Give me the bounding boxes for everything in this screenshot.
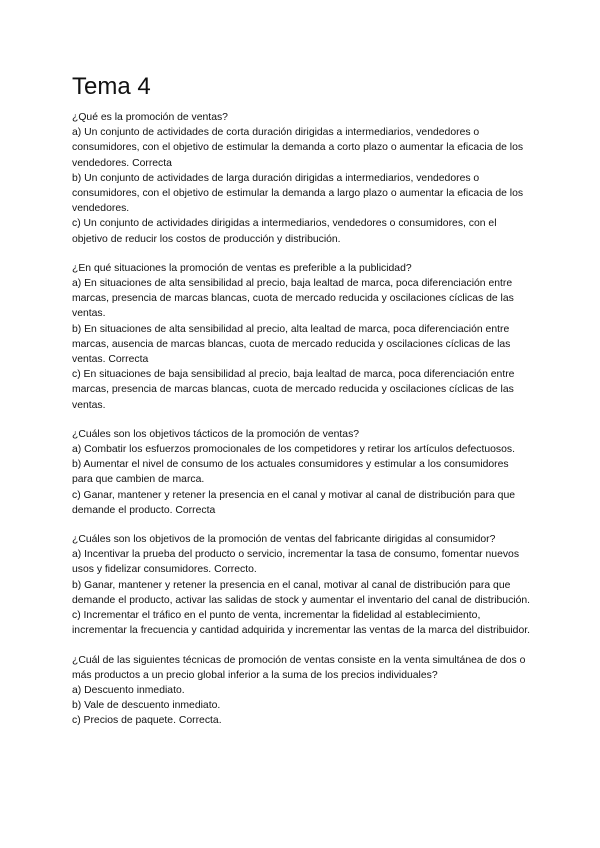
question-text: ¿Qué es la promoción de ventas? xyxy=(72,112,228,123)
answer-option: a) Incentivar la prueba del producto o servicio, incrementar la tasa de consumo, fomentar nuevos usos y fidelizar consumidores. Correcto. xyxy=(72,549,520,576)
answer-option: a) En situaciones de alta sensibilidad al precio, baja lealtad de marca, poca diferenciación entre marcas, presencia de marcas blancas, cuota de mercado reducida y oscilaciones cíclicas de las ventas. xyxy=(72,278,514,320)
question-text: ¿Cuáles son los objetivos de la promoción de ventas del fabricante dirigidas al consumidor? xyxy=(72,534,496,546)
question-block-3 xyxy=(72,427,532,518)
answer-option: a) Un conjunto de actividades de corta duración dirigidas a intermediarios, vendedores o consumidores, con el objetivo de estimular la demanda a corto plazo o aumentar la eficacia de los vendedores. Correcta xyxy=(72,127,524,169)
question-block-4 xyxy=(72,532,532,638)
answer-option: c) Ganar, mantener y retener la presencia en el canal y motivar al canal de distribución para que demande el producto. Correcta xyxy=(72,489,515,516)
question-text: ¿Cuál de las siguientes técnicas de promoción de ventas consiste en la venta simultánea de dos o más productos a un precio global inferior a la suma de los precios individuales? xyxy=(72,654,526,681)
answer-option: a) Combatir los esfuerzos promocionales de los competidores y retirar los artículos defectuosos. xyxy=(72,444,515,456)
question-text: ¿Cuáles son los objetivos tácticos de la promoción de ventas? xyxy=(72,428,360,440)
answer-option: b) En situaciones de alta sensibilidad al precio, alta lealtad de marca, poca diferenciación entre marcas, ausencia de marcas blancas, cuota de mercado reducida y oscilaciones cíclicas de las ventas. Correcta xyxy=(72,323,511,366)
question-block-1 xyxy=(72,110,532,247)
question-block-2 xyxy=(72,261,532,413)
answer-option: a) Descuento inmediato. xyxy=(72,684,185,696)
answer-option: c) Incrementar el tráfico en el punto de venta, incrementar la fidelidad al establecimiento, incrementar la frecuencia y cantidad adquirida y incrementar las ventas de la marca del distribuidor. xyxy=(72,610,530,637)
answer-option: c) En situaciones de baja sensibilidad al precio, baja lealtad de marca, poca diferenciación entre marcas, presencia de marcas blancas, cuota de mercado reducida y oscilaciones cíclicas de las ventas. xyxy=(72,369,515,411)
document-page xyxy=(72,72,532,743)
answer-option: c) Precios de paquete. Correcta. xyxy=(72,715,222,727)
question-block-5 xyxy=(72,653,532,729)
answer-option: c) Un conjunto de actividades dirigidas a intermediarios, vendedores o consumidores, con el objetivo de reducir los costos de producción y distribución. xyxy=(72,218,497,245)
answer-option: b) Aumentar el nivel de consumo de los actuales consumidores y estimular a los consumidores para que cambien de marca. xyxy=(72,459,509,486)
answer-option: b) Un conjunto de actividades de larga duración dirigidas a intermediarios, vendedores o consumidores, con el objetivo de estimular la demanda a largo plazo o aumentar la eficacia de los vendedores. xyxy=(72,172,524,215)
document-title: Tema 4 xyxy=(72,73,151,100)
answer-option: b) Ganar, mantener y retener la presencia en el canal, motivar al canal de distribución para que demande el producto, activar las salidas de stock y aumentar el inventario del canal de distribución. xyxy=(72,579,531,606)
answer-option: b) Vale de descuento inmediato. xyxy=(72,700,221,712)
question-text: ¿En qué situaciones la promoción de ventas es preferible a la publicidad? xyxy=(72,262,412,274)
